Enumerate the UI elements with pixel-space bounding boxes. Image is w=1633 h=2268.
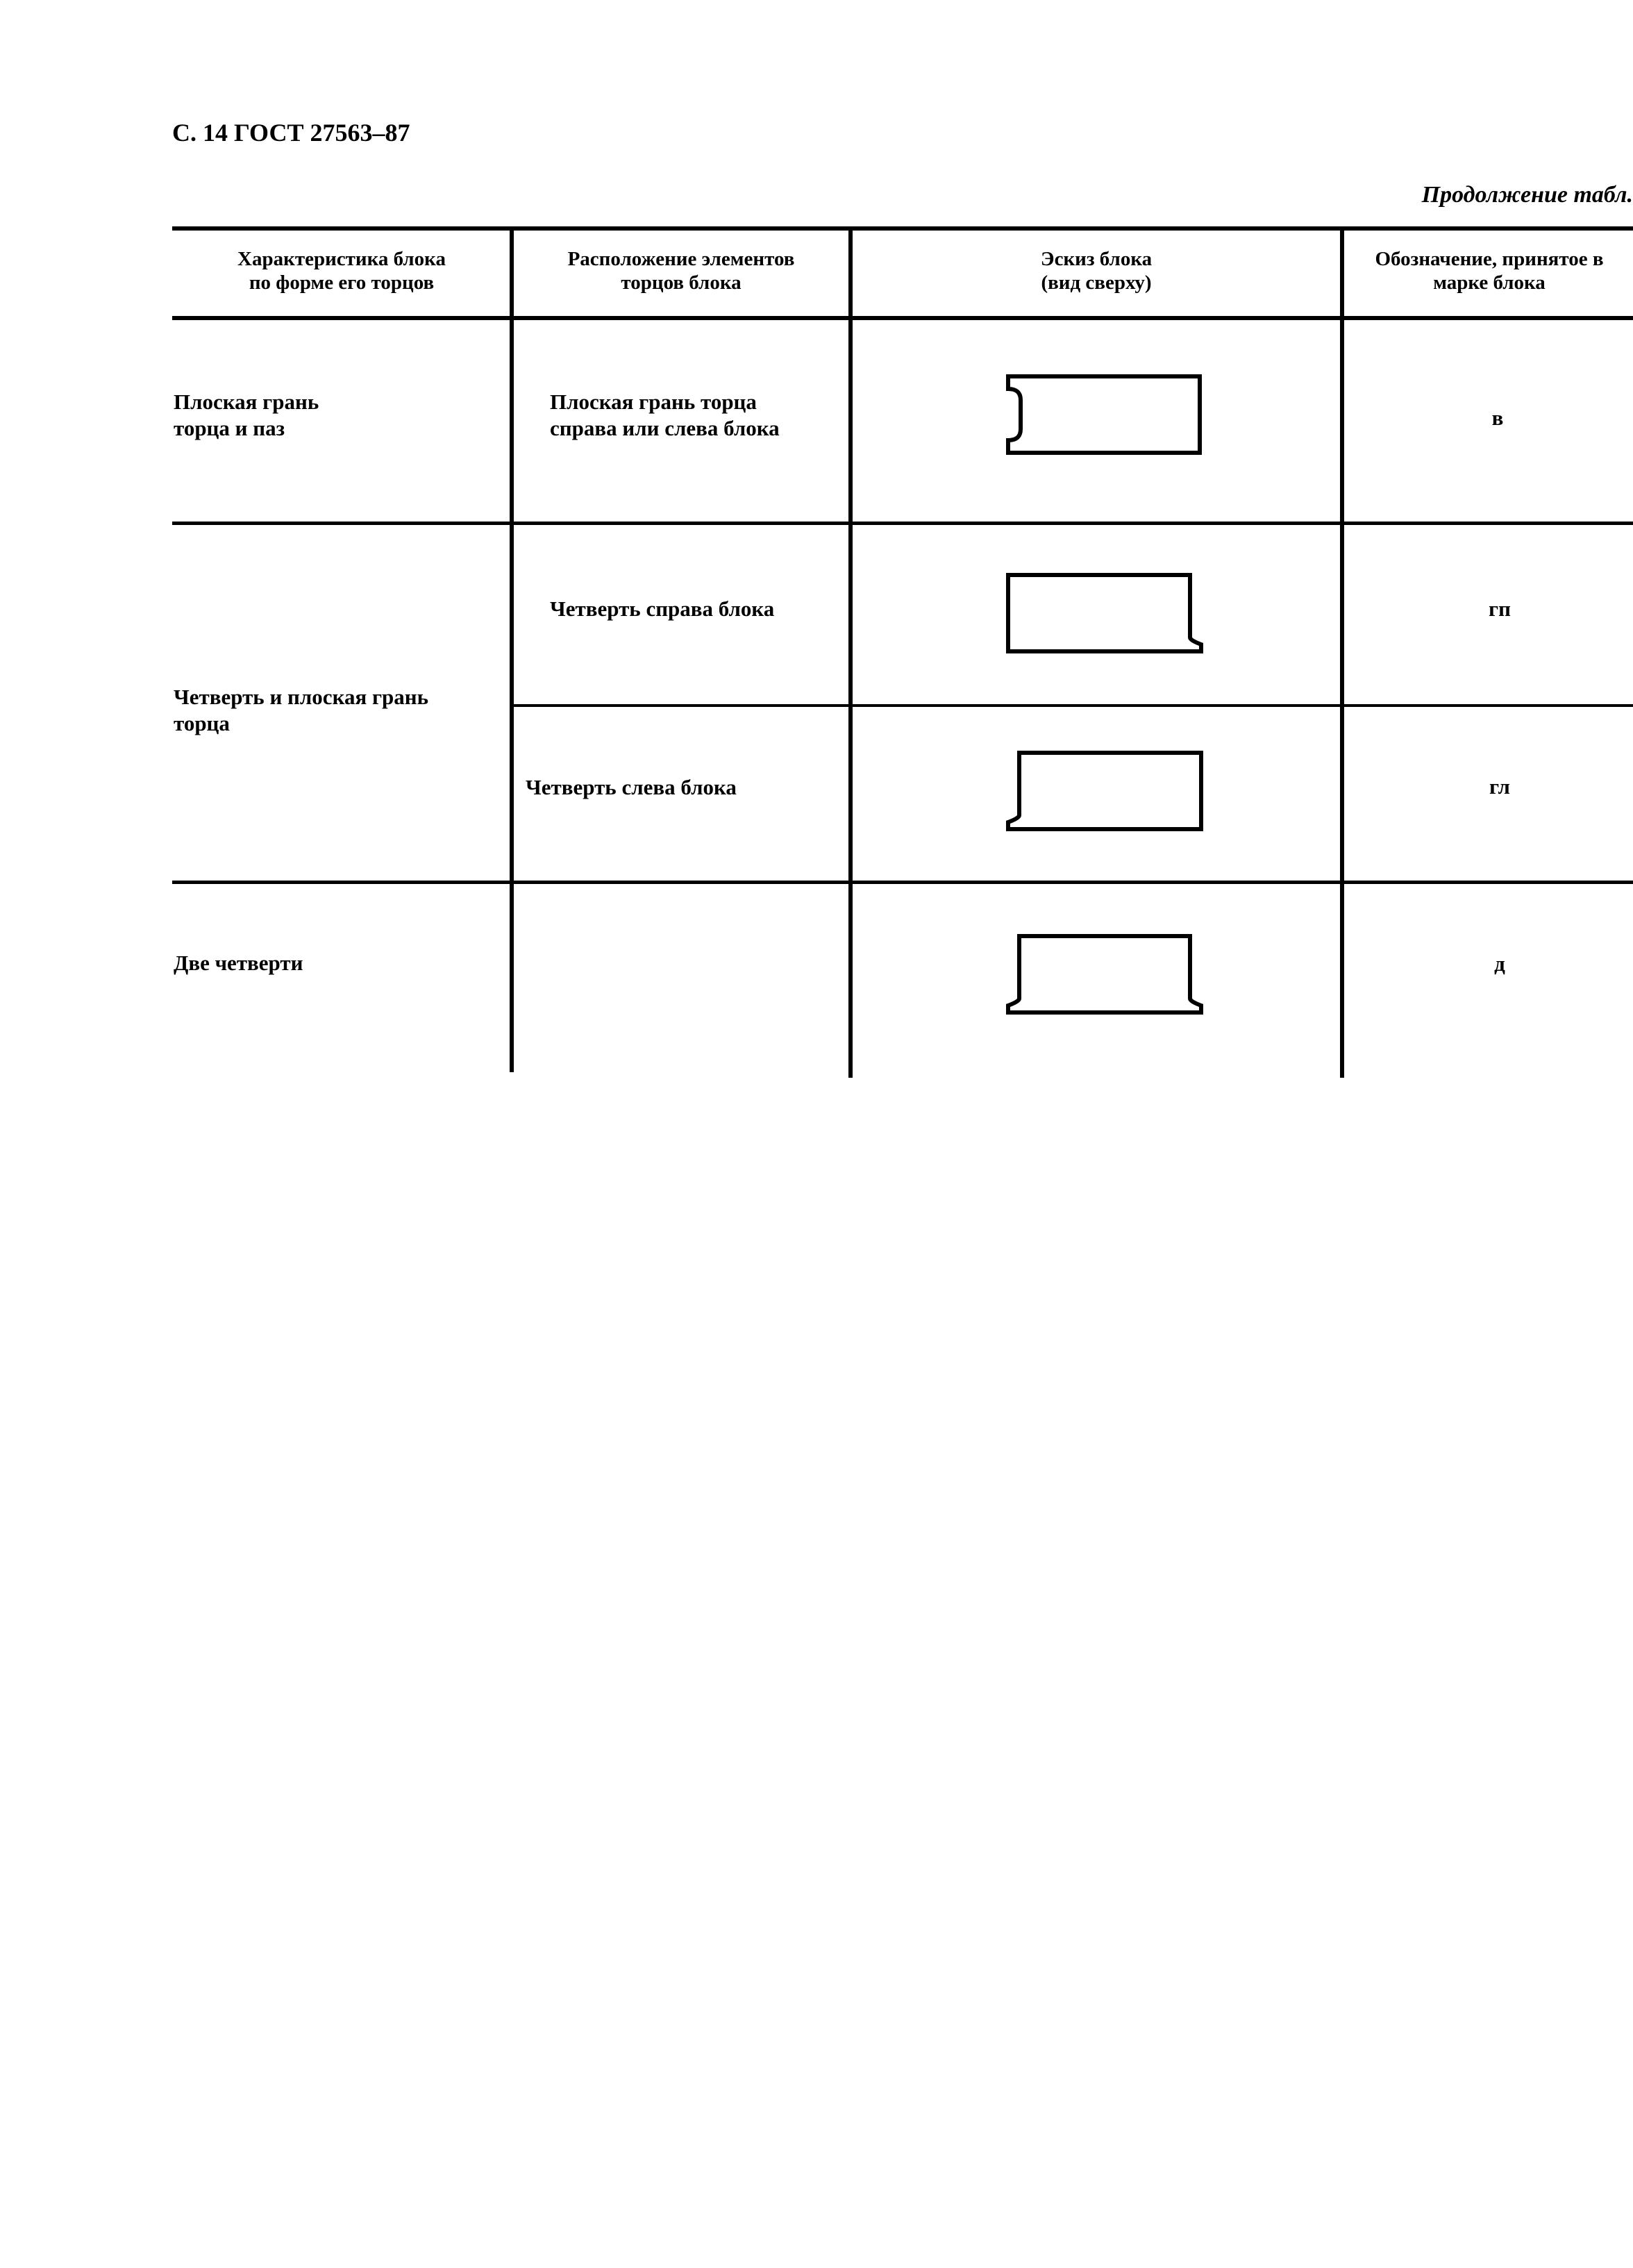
mark-gl: гл xyxy=(1489,774,1510,799)
characteristic-quarter-and-flat-face: Четверть и плоская грань торца xyxy=(174,685,429,735)
column-divider-2 xyxy=(848,226,853,1078)
sketch-groove-left-flat-right xyxy=(1000,372,1201,456)
column-divider-3 xyxy=(1340,226,1344,1078)
sketch-two-quarters xyxy=(1000,932,1208,1015)
characteristic-flat-face-and-groove: Плоская грань торца и паз xyxy=(174,390,319,440)
row3-bottom-rule xyxy=(172,881,1633,884)
table-top-rule xyxy=(172,226,1633,231)
sketch-quarter-right xyxy=(1000,571,1208,654)
column-header-arrangement: Расположение элементов торцов блока xyxy=(567,248,795,294)
sketch-quarter-left xyxy=(1000,749,1208,832)
mark-d: д xyxy=(1494,951,1505,976)
row2-bottom-rule xyxy=(512,704,1633,707)
column-header-sketch: Эскиз блока (вид сверху) xyxy=(1040,248,1153,294)
characteristic-two-quarters: Две четверти xyxy=(174,951,303,975)
mark-v: в xyxy=(1491,406,1504,430)
column-divider-1 xyxy=(510,226,514,1072)
column-header-mark: Обозначение, принятое в марке блока xyxy=(1375,248,1604,294)
table-continuation-label: Продолжение табл. xyxy=(1421,182,1633,208)
column-header-characteristic: Характеристика блока по форме его торцов xyxy=(237,248,446,294)
header-bottom-rule xyxy=(172,316,1633,320)
row1-bottom-rule xyxy=(172,522,1633,525)
arrangement-quarter-right: Четверть справа блока xyxy=(550,597,775,621)
arrangement-flat-face-right-or-left: Плоская грань торца справа или слева блока xyxy=(550,390,780,440)
mark-gp: гп xyxy=(1489,597,1511,621)
page-header: С. 14 ГОСТ 27563–87 xyxy=(172,119,410,147)
arrangement-quarter-left: Четверть слева блока xyxy=(526,775,737,799)
